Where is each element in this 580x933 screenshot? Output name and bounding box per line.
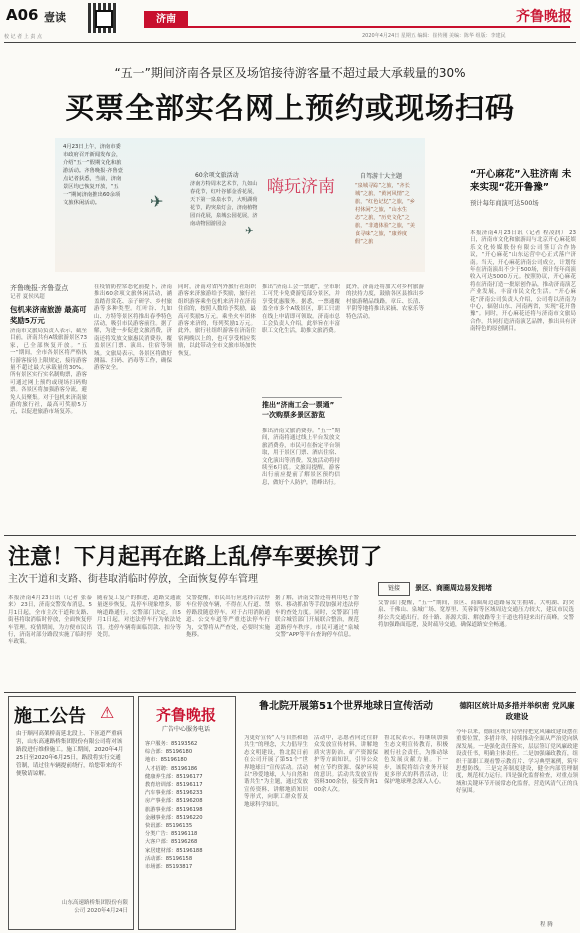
ad-line: 健康养生部：85196177 xyxy=(145,773,203,780)
page-number: A06 xyxy=(6,6,39,24)
link-headline: 景区、商圈周边易发拥堵 xyxy=(415,584,492,592)
ad-title: 齐鲁晚报 xyxy=(155,706,216,724)
notice-body: 由于顺河高架桥南延北段上、下匝道严重病害，山东高速路桥集团股份有限公司将对该路段进行维修施工。施工期间，2020年4月25日至2020年6月25日，路段将实行交通管制，请过往车辆提前绕行，给您带来的不便敬请谅解。 xyxy=(16,731,124,777)
right-bottom-body: 今年以来，德阳区统计局坚持把党风廉政建设摆在重要位置，多措并举，持续推动全面从严治党向纵深发展。一是强化责任落实，层层签订党风廉政建设责任书，明确主体责任。二是加强廉政教育，组织干部职工观看警示教育片、学习典型案例，筑牢思想防线。三是完善制度建设，健全内部管理制度，规范权力运行。四是强化监督检查，对重点领域和关键环节开展常态化监督，营造风清气正的良好氛围。 xyxy=(456,729,578,795)
ad-line: 客户服务：85193562 xyxy=(145,741,198,747)
graphic-right-label: 自驾游十大主题 xyxy=(360,173,403,180)
ad-line: 活动部：85196158 xyxy=(145,855,193,862)
article-column-3: 同时，济南对省内外旅行社组织游客来济旅游给予奖励，旅行社组织游客乘坐包机来济并在济南住宿的，按照人数给予奖励，最高可奖励5万元。乘坐火车团体游客来济的，每列奖励1万元。此外，旅行社组织游客在济南住宿两晚以上的，也可享受相应奖励，以此带动全市文旅市场加快恢复。 xyxy=(178,284,256,357)
ad-line: 旅游事业部：85196198 xyxy=(145,806,203,813)
ad-line: 家居建材部：85196188 xyxy=(145,847,203,854)
section-tag-rule xyxy=(188,26,570,28)
qr-code-center xyxy=(95,10,113,28)
section-rule xyxy=(4,535,576,536)
swallow-icon: ✈ xyxy=(150,192,164,211)
sidebar-body: 本报济南4月23日讯（记者 程凌润） 23日，济南市文化和旅游局与北京开心麻花娱乐文化传媒股份有限公司签订合作协议，“开心麻花”山东运营中心正式落户济南。当天，开心麻花济南公司成立，计划每年在济南演出不少于500场，预计每年商演收入可达5000万元。按照协议，开心麻花将在济南打造一批原创作品，推动济南演艺产业发展，丰富市民文化生活。“开心麻花”济南公司负责人介绍，公司将以济南为中心，辐射山东、河南两省，实现“花开鲁豫”。同时，开心麻花还将与济南市文旅局合作，共同打造济南演艺品牌，推出具有济南特色的原创剧目。 xyxy=(470,230,576,333)
alert-headline: 注意！下月起再在路上乱停车要挨罚了 xyxy=(8,545,383,570)
alert-column-2: 随着复工复产的推进，道路交通流量逐步恢复，乱停车现象增多，影响道路通行。交警部门决定，自5月1日起，对违法停车行为依法处罚。违停车辆将面临罚款、扣分等处罚。 xyxy=(97,595,181,639)
ad-subtitle: 广告中心服务电话 xyxy=(161,726,210,733)
newspaper-logo: 齐鲁晚报 xyxy=(516,9,572,25)
sidebar-subheadline: 预计每年商演可达500场 xyxy=(470,200,539,207)
brief-headline: 包机来济南旅游 最高可奖励5万元 xyxy=(10,305,87,325)
lead-subtitle: “五一”期间济南各景区及场馆接待游客量不超过最大承载量的30% xyxy=(114,66,466,80)
ad-line: 房产事业部：85196208 xyxy=(145,798,203,805)
box-headline: 推出“济南工会一票通” 一次购票多景区游览 xyxy=(262,397,342,420)
alert-column-1: 本报济南4月23日讯（记者 张泰来） 23日，济南交警发布消息，5月1日起，全市主次干道和支路、街巷将取消临时停放，全面恢复停车管理。疫情期间，为方便市民出行，济南对部分路段实施了临时停车政策。 xyxy=(8,595,92,646)
ad-line: 地市：85196180 xyxy=(145,757,187,764)
editors-line: 校 记 者 上 责 点 xyxy=(4,34,42,40)
story-headline: 鲁北院开展第51个世界地球日宣传活动 xyxy=(259,701,433,712)
ad-line: 快讯部：85196135 xyxy=(145,823,193,830)
story-column-3: 鲁北院表示，将继续加强生态文明宣传教育，积极履行社会责任，为推动绿色发展贡献力量。下一步，该院将结合业务开展更多形式的科普活动，让保护地球理念深入人心。 xyxy=(384,735,448,786)
ad-line: 金融事业部：85196220 xyxy=(145,814,203,821)
alert-column-3: 交警提醒，市民出行应选择合法停车位停放车辆，不得在人行道、禁停路段随意停车。对于占用消防通道、公交车道等严重违法停车行为，交警将从严查处，必要时实施拖移。 xyxy=(186,595,270,639)
masthead-rule xyxy=(4,42,576,43)
article-column-2: 在疫情防控常态化前提下，济南推出60余项文旅休闲活动，涵盖踏青赏花、亲子研学、乡村旅游等多种类型。红叶谷、九如山、方特等景区将推出春季特色活动，吸引市民游客前往。据了解，为进一步促进文旅消费，济南还将发放文旅惠民消费券，覆盖景区门票、演出、住宿等领域。文旅局表示，各景区将做好测温、扫码、消毒等工作，确保游客安全。 xyxy=(94,284,172,372)
story-column-2: 活动中，志愿者向过往群众发放宣传材料，讲解地质灾害防治、矿产资源保护等方面知识，引导公众树立节约资源、保护环境的意识。活动共发放宣传资料300余份，接受咨询100余人次。 xyxy=(314,735,378,793)
article-column-1: 济南市文旅局负责人表示，截至目前，济南共有A级旅游景区73家，已全部恢复开放。“五一”期间，全市各景区将严格执行游客接待上限规定，接待游客量不超过最大承载量的30%。所有景区实行实名制购票，游客可通过网上预约或现场扫码购票。各景区将加强游客分流，避免人员聚集。对于包机来济南旅游的旅行社，最高可奖励5万元，以促进旅游市场复苏。 xyxy=(10,328,87,416)
construction-icon: ⚠ xyxy=(100,703,115,722)
alert-column-4: 据了解，济南交警还将利用电子警察、移动抓拍等手段加强对违法停车的查处力度。同时，交警部门将联合城管部门开展联合整治，规范道路停车秩序。市民可通过“泉城交警”APP等平台查询停车信息。 xyxy=(275,595,359,639)
notice-title: 施工公告 xyxy=(14,706,86,727)
brief-label: 齐鲁晚报·齐鲁壹点 xyxy=(10,284,69,292)
graphic-right-text: “泉城寻踪”之旅，“齐长城”之旅，“黄河风情”之旅，“红色记忆”之旅，“乡村休闲”之旅，“山水生态”之旅，“历史文化”之旅，“非遗体验”之旅，“美食寻味”之旅，“康养度假”之旅 xyxy=(355,183,415,245)
dateline: 2020年4月24日 星期五 编辑：崔传刚 美编：陈华 组版：李建民 xyxy=(362,33,506,39)
article-column-4b: 推出济南文旅消费券。“五一”期间，济南将通过线上平台发放文旅消费券，市民可在指定平台领取，用于景区门票、酒店住宿、文化演出等消费。发放活动将持续至6月底。文旅局提醒，游客出行前应提前了解景区预约信息，做好个人防护，错峰出行。 xyxy=(262,428,340,486)
graphic-intro: 4月23日上午，济南市委市政府召开新闻发布会，介绍“五一”假期文化和旅游活动。齐鲁晚报·齐鲁壹点记者获悉，当前，济南景区均已恢复开放，“五一”期间济南推出60余项文旅休闲活动。 xyxy=(63,144,123,206)
swallow-icon-small: ✈ xyxy=(245,226,254,237)
section-name: 壹读 xyxy=(44,11,66,24)
link-tag: 链接 xyxy=(378,582,410,596)
ad-line: 分类广告：85196118 xyxy=(145,831,198,838)
right-bottom-headline: 德阳区统计局多措并举织密 党风廉政建设 xyxy=(459,701,575,721)
lead-headline: 买票全部实名网上预约或现场扫码 xyxy=(64,91,515,125)
link-body: 交警部门提醒，“五一”期间，景区、商圈周边道路易发生拥堵。大明湖、趵突泉、千佛山、泉城广场、宽厚里、芙蓉街等区域周边交通压力较大，建议市民选择公共交通出行。经十路、泺源大街、解放路等主干道也将迎来出行高峰。交警将加强路面巡逻，及时疏导交通，确保道路安全畅通。 xyxy=(378,600,574,629)
brief-author: 记者 夏侯凤超 xyxy=(10,294,45,300)
ad-phone-list xyxy=(145,740,233,928)
alert-subheadline: 主次干道和支路、街巷取消临时停放，全面恢复停车管理 xyxy=(8,574,258,585)
ad-line: 大客户部：85196268 xyxy=(145,839,198,846)
story-body xyxy=(244,735,450,927)
sidebar-headline: “开心麻花”入驻济南 未来实现“花开鲁豫” xyxy=(470,169,572,193)
graphic-center-text: 济南方特周末艺术节，九如山春花节，红叶谷郁金香花展，天下第一泉泉水节，大明湖荷花节，趵突泉灯会，济南植物园百花展，泉城公园花展，济南动物园游园会 xyxy=(190,181,258,227)
article-column-5: 此外，济南还将加大对乡村旅游的扶持力度，鼓励各区县推出乡村旅游精品线路。章丘、长清、平阴等地将推出采摘、农家乐等特色活动。 xyxy=(346,284,424,320)
ad-line: 市场部：85193817 xyxy=(145,864,193,871)
graphic-title: 嗨玩济南 xyxy=(267,177,335,197)
notice-signature: 山东高速路桥集团股份有限公司 2020年4月24日 xyxy=(61,900,128,914)
article-column-4: 推出“济南工会一票通”，全市职工可凭卡免费游览部分景区，并享受优惠服务。据悉，一票通覆盖全市多个A级景区，职工只需在线上申请即可领取。济南市总工会负责人介绍，此举旨在丰富职工文化生活，助推文旅消费。 xyxy=(262,284,340,335)
graphic-center-label: 60余项文旅活动 xyxy=(195,172,239,179)
ad-line: 人才招聘：85196186 xyxy=(145,765,198,772)
lower-rule xyxy=(4,692,576,693)
section-tag: 济南 xyxy=(144,11,188,28)
right-bottom-signature: 程 腾 xyxy=(540,922,553,928)
ad-line: 教育培训部：85196117 xyxy=(145,782,203,789)
story-column-1: 为更好宣传“人与自然和谐共生”的理念，大力倡导生态文明建设，鲁北院日前在公司开展了第51个“世界地球日”宣传活动。活动以“珍爱地球，人与自然和谐共生”为主题，通过发放宣传资料、讲解地质知识等形式，向职工群众普及地球科学知识。 xyxy=(244,735,308,808)
alert-body xyxy=(8,595,358,690)
ad-line: 汽车事业部：85196233 xyxy=(145,790,203,797)
ad-line: 综合部：85196180 xyxy=(145,749,193,756)
